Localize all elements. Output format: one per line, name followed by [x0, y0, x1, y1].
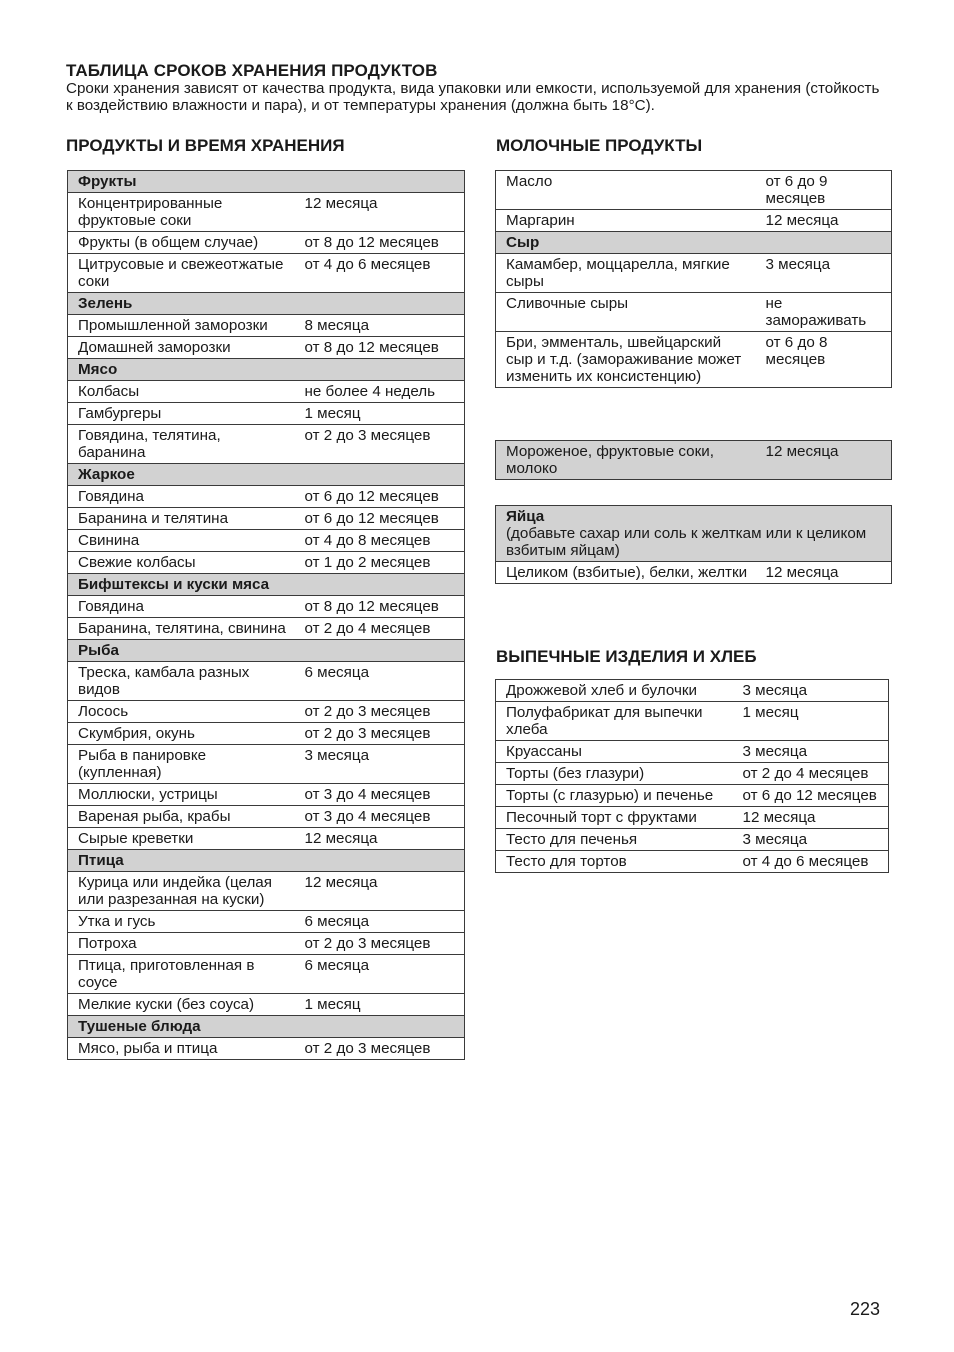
product-cell: Тесто для печенья	[496, 829, 733, 851]
table-row	[496, 702, 889, 741]
storage-time-cell: от 4 до 8 месяцев	[295, 530, 465, 552]
table-row	[496, 741, 889, 763]
table-row	[68, 723, 465, 745]
product-cell: Мелкие куски (без соуса)	[68, 994, 295, 1016]
bakery-heading: ВЫПЕЧНЫЕ ИЗДЕЛИЯ И ХЛЕБ	[496, 647, 757, 666]
section-header-row	[68, 640, 465, 662]
product-cell: Баранина, телятина, свинина	[68, 618, 295, 640]
page-number: 223	[850, 1299, 881, 1319]
storage-time-cell: от 2 до 3 месяцев	[295, 425, 465, 464]
product-cell: Концентрированные фруктовые соки	[68, 193, 295, 232]
table-row	[68, 994, 465, 1016]
product-cell: Тесто для тортов	[496, 851, 733, 873]
section-title: Птица	[68, 850, 465, 872]
storage-time-cell: 12 месяца	[295, 828, 465, 850]
section-title: Фрукты	[68, 171, 465, 193]
storage-time-cell: 8 месяца	[295, 315, 465, 337]
product-cell: Утка и гусь	[68, 911, 295, 933]
product-cell: Масло	[496, 171, 756, 210]
section-title: Зелень	[68, 293, 465, 315]
product-cell: Курица или индейка (целая или разрезанная на куски)	[68, 872, 295, 911]
product-cell: Моллюски, устрицы	[68, 784, 295, 806]
table-row	[68, 784, 465, 806]
storage-time-cell: 3 месяца	[295, 745, 465, 784]
storage-time-cell: 3 месяца	[733, 741, 889, 763]
storage-time-cell: 6 месяца	[295, 911, 465, 933]
storage-time-cell: от 3 до 4 месяцев	[295, 806, 465, 828]
product-cell: Бри, эмменталь, швейцарский сыр и т.д. (замораживание может изменить их консистенцию)	[496, 332, 756, 388]
table-row	[496, 254, 892, 293]
left-heading: ПРОДУКТЫ И ВРЕМЯ ХРАНЕНИЯ	[66, 136, 345, 155]
storage-time-cell: от 8 до 12 месяцев	[295, 596, 465, 618]
section-title: Тушеные блюда	[68, 1016, 465, 1038]
table-row	[68, 425, 465, 464]
storage-table-bakery	[495, 679, 889, 873]
storage-time-cell: от 3 до 4 месяцев	[295, 784, 465, 806]
section-title: Рыба	[68, 640, 465, 662]
product-cell: Говядина, телятина, баранина	[68, 425, 295, 464]
table-row	[496, 807, 889, 829]
table-row	[68, 955, 465, 994]
section-header-row	[68, 171, 465, 193]
section-header-cell	[496, 506, 892, 562]
product-cell: Мясо, рыба и птица	[68, 1038, 295, 1060]
product-cell: Птица, приготовленная в соусе	[68, 955, 295, 994]
section-title: Бифштексы и куски мяса	[68, 574, 465, 596]
storage-time-cell: от 8 до 12 месяцев	[295, 232, 465, 254]
product-cell: Дрожжевой хлеб и булочки	[496, 680, 733, 702]
storage-time-cell: 12 месяца	[733, 807, 889, 829]
table-row	[68, 315, 465, 337]
storage-time-cell: от 1 до 2 месяцев	[295, 552, 465, 574]
storage-time-cell: 3 месяца	[733, 829, 889, 851]
product-cell: Треска, камбала разных видов	[68, 662, 295, 701]
section-title: Яйца	[506, 508, 545, 525]
table-row	[68, 403, 465, 425]
section-header-row	[68, 464, 465, 486]
product-cell: Свинина	[68, 530, 295, 552]
section-header-row	[68, 850, 465, 872]
storage-time-cell: 1 месяц	[733, 702, 889, 741]
storage-time-cell: 12 месяца	[756, 210, 892, 232]
section-header-row	[496, 232, 892, 254]
storage-time-cell: 6 месяца	[295, 662, 465, 701]
table-row	[496, 829, 889, 851]
storage-time-cell: 6 месяца	[295, 955, 465, 994]
table-row	[496, 441, 892, 480]
storage-time-cell: 1 месяц	[295, 403, 465, 425]
storage-time-cell: от 2 до 3 месяцев	[295, 933, 465, 955]
storage-time-cell: от 2 до 4 месяцев	[733, 763, 889, 785]
storage-time-cell: от 2 до 4 месяцев	[295, 618, 465, 640]
product-cell: Цитрусовые и свежеотжатые соки	[68, 254, 295, 293]
storage-table-eggs	[495, 505, 892, 584]
storage-time-cell: от 2 до 3 месяцев	[295, 1038, 465, 1060]
product-cell: Торты (без глазури)	[496, 763, 733, 785]
table-row	[496, 293, 892, 332]
storage-time-cell: 12 месяца	[756, 441, 892, 480]
storage-time-cell: 3 месяца	[733, 680, 889, 702]
table-row	[68, 806, 465, 828]
section-header-row	[68, 574, 465, 596]
product-cell: Баранина и телятина	[68, 508, 295, 530]
table-row	[68, 1038, 465, 1060]
dairy-heading: МОЛОЧНЫЕ ПРОДУКТЫ	[496, 136, 703, 155]
product-cell: Сырые креветки	[68, 828, 295, 850]
storage-time-cell: от 6 до 12 месяцев	[295, 486, 465, 508]
storage-time-cell: не более 4 недель	[295, 381, 465, 403]
table-row	[68, 337, 465, 359]
table-row	[68, 872, 465, 911]
table-row	[68, 232, 465, 254]
table-row	[68, 618, 465, 640]
table-row	[68, 381, 465, 403]
page-title: ТАБЛИЦА СРОКОВ ХРАНЕНИЯ ПРОДУКТОВ	[66, 61, 438, 80]
product-cell: Промышленной заморозки	[68, 315, 295, 337]
storage-time-cell: от 4 до 6 месяцев	[295, 254, 465, 293]
storage-time-cell: от 6 до 12 месяцев	[733, 785, 889, 807]
table-row	[68, 596, 465, 618]
intro-text: Сроки хранения зависят от качества продукта, вида упаковки или емкости, используемой для хранения (стойкость к воздействию влажности и пара), и от температуры хранения (должна быть 18°С).	[66, 80, 880, 114]
section-header-row	[68, 1016, 465, 1038]
storage-time-cell: от 6 до 9 месяцев	[756, 171, 892, 210]
table-row	[68, 508, 465, 530]
product-cell: Говядина	[68, 596, 295, 618]
table-row	[68, 933, 465, 955]
product-cell: Песочный торт с фруктами	[496, 807, 733, 829]
table-row	[496, 171, 892, 210]
table-row	[496, 680, 889, 702]
storage-time-cell: от 2 до 3 месяцев	[295, 701, 465, 723]
section-header-row	[68, 359, 465, 381]
product-cell: Вареная рыба, крабы	[68, 806, 295, 828]
storage-table-icecream	[495, 440, 892, 480]
product-cell: Скумбрия, окунь	[68, 723, 295, 745]
product-cell: Свежие колбасы	[68, 552, 295, 574]
product-cell: Камамбер, моццарелла, мягкие сыры	[496, 254, 756, 293]
product-cell: Торты (с глазурью) и печенье	[496, 785, 733, 807]
table-row	[496, 210, 892, 232]
table-row	[496, 763, 889, 785]
table-row	[68, 530, 465, 552]
storage-time-cell: 12 месяца	[756, 562, 892, 584]
table-row	[68, 828, 465, 850]
storage-time-cell: 12 месяца	[295, 193, 465, 232]
section-header-row	[496, 506, 892, 562]
product-cell: Маргарин	[496, 210, 756, 232]
product-cell: Гамбургеры	[68, 403, 295, 425]
storage-time-cell: от 2 до 3 месяцев	[295, 723, 465, 745]
section-title: Сыр	[496, 232, 892, 254]
product-cell: Целиком (взбитые), белки, желтки	[496, 562, 756, 584]
product-cell: Мороженое, фруктовые соки, молоко	[496, 441, 756, 480]
storage-time-cell: 1 месяц	[295, 994, 465, 1016]
product-cell: Круассаны	[496, 741, 733, 763]
storage-time-cell: от 6 до 12 месяцев	[295, 508, 465, 530]
table-row	[68, 486, 465, 508]
storage-time-cell: 12 месяца	[295, 872, 465, 911]
table-row	[68, 662, 465, 701]
table-row	[68, 745, 465, 784]
storage-time-cell: 3 месяца	[756, 254, 892, 293]
product-cell: Полуфабрикат для выпечки хлеба	[496, 702, 733, 741]
section-header-row	[68, 293, 465, 315]
storage-time-cell: от 4 до 6 месяцев	[733, 851, 889, 873]
section-title: Жаркое	[68, 464, 465, 486]
product-cell: Рыба в панировке (купленная)	[68, 745, 295, 784]
table-row	[68, 552, 465, 574]
product-cell: Домашней заморозки	[68, 337, 295, 359]
storage-time-cell: от 8 до 12 месяцев	[295, 337, 465, 359]
storage-time-cell: не замораживать	[756, 293, 892, 332]
table-row	[68, 254, 465, 293]
product-cell: Фрукты (в общем случае)	[68, 232, 295, 254]
product-cell: Потроха	[68, 933, 295, 955]
table-row	[496, 851, 889, 873]
table-row	[496, 562, 892, 584]
storage-time-cell: от 6 до 8 месяцев	[756, 332, 892, 388]
table-row	[68, 911, 465, 933]
table-row	[496, 332, 892, 388]
product-cell: Колбасы	[68, 381, 295, 403]
product-cell: Говядина	[68, 486, 295, 508]
product-cell: Сливочные сыры	[496, 293, 756, 332]
product-cell: Лосось	[68, 701, 295, 723]
section-note: (добавьте сахар или соль к желткам или к целиком взбитым яйцам)	[506, 525, 867, 559]
storage-table-dairy	[495, 170, 892, 388]
section-title: Мясо	[68, 359, 465, 381]
table-row	[68, 193, 465, 232]
table-row	[496, 785, 889, 807]
table-row	[68, 701, 465, 723]
storage-table-products	[67, 170, 465, 1060]
